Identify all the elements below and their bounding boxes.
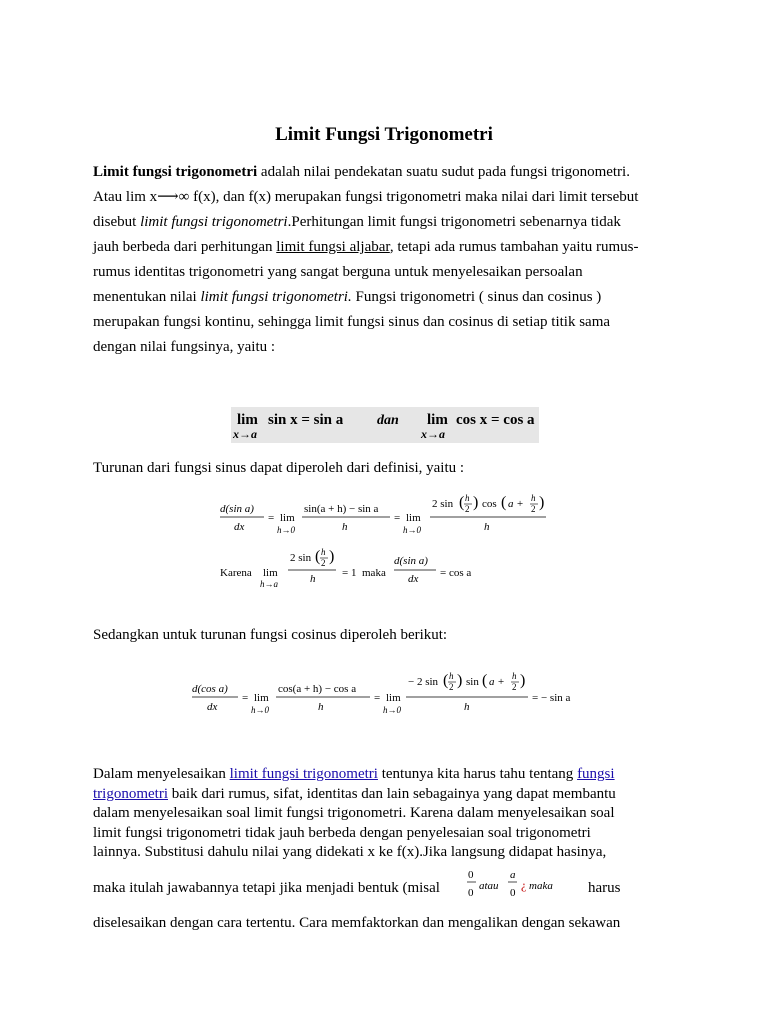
lim-text: lim: [386, 692, 401, 704]
lhs-num: d(cos a): [192, 683, 228, 695]
intro-paragraph: [93, 160, 653, 360]
text: Dalam menyelesaikan: [93, 766, 230, 782]
maka-text: maka: [529, 880, 553, 892]
underlined-term: limit fungsi aljabar: [276, 239, 390, 255]
paren: (: [482, 672, 488, 689]
paren: (: [501, 494, 507, 511]
closing-line-7: diselesaikan dengan cara tertentu. Cara memfaktorkan dan mengalikan dengan sekawan: [93, 915, 621, 931]
right-expr: cos x = cos a: [456, 412, 535, 428]
closing-line-3: dalam menyelesaikan soal limit fungsi trigonometri. Karena dalam menyelesaikan soal: [93, 805, 615, 821]
intro-line-7: merupakan fungsi kontinu, sehingga limit fungsi sinus dan cosinus di setiap titik sama: [93, 314, 611, 330]
paren: (: [459, 494, 465, 511]
inline-fraction-formula: [466, 866, 576, 907]
frac-0: 0: [468, 869, 474, 881]
f2-den: h: [464, 701, 470, 713]
frac-0: 0: [510, 887, 516, 899]
f2-num-a: − 2 sin: [408, 676, 439, 688]
bold-term: Limit fungsi trigonometri: [93, 164, 258, 180]
lim-text: lim: [406, 512, 421, 524]
paren: (: [443, 672, 449, 689]
f2-num-b: cos: [482, 498, 497, 510]
equals: =: [394, 512, 401, 524]
text: , tetapi ada rumus tambahan yaitu rumus-: [389, 239, 639, 255]
f1-den: h: [342, 521, 348, 533]
frac-2: 2: [465, 504, 470, 514]
text: menentukan nilai: [93, 289, 201, 305]
maka-text: maka: [362, 567, 386, 579]
italic-term: limit fungsi trigonometri.: [200, 289, 352, 305]
a-plus: a +: [508, 498, 524, 510]
lim-sub: h→0: [403, 525, 421, 535]
equals: =: [374, 692, 381, 704]
lim-text: lim: [237, 412, 258, 428]
karena-text: Karena: [220, 567, 252, 579]
k-lhs-num: d(sin a): [394, 555, 428, 567]
lim-sub: x→a: [233, 427, 257, 441]
closing-paragraph: [93, 765, 663, 863]
lim-text: lim: [427, 412, 448, 428]
formula-limit-sin-cos: [231, 407, 539, 443]
text: baik dari rumus, sifat, identitas dan lain sebagainya yang dapat membantu: [168, 785, 616, 802]
equals: =: [242, 692, 249, 704]
paren: ): [473, 494, 479, 511]
equals: =: [268, 512, 275, 524]
intro-line-4: [93, 235, 653, 260]
closing-line-1: [93, 765, 663, 785]
k-lhs-den: dx: [408, 573, 419, 585]
intro-line-5: rumus identitas trigonometri yang sangat berguna untuk menyelesaikan persoalan: [93, 264, 583, 280]
lim-sub: h→a: [260, 579, 278, 589]
link-limit-fungsi-trigonometri[interactable]: limit fungsi trigonometri: [229, 766, 378, 782]
frac-h: h: [531, 493, 536, 503]
lim-text: lim: [263, 567, 278, 579]
lim-sub: h→0: [383, 705, 401, 715]
paren: ): [329, 548, 335, 565]
closing-line-2: [93, 785, 663, 805]
closing-line-6-end: harus: [588, 880, 621, 896]
text: Fungsi trigonometri ( sinus dan cosinus ): [351, 289, 602, 305]
link-fungsi-trigonometri[interactable]: trigonometri: [93, 785, 168, 802]
frac-h: h: [449, 671, 454, 681]
intro-line-8: dengan nilai fungsinya, yaitu :: [93, 339, 276, 355]
k-rhs: = cos a: [440, 567, 472, 579]
k-den: h: [310, 573, 316, 585]
intro-line-3: [93, 210, 653, 235]
frac-a: a: [510, 869, 516, 881]
turunan-cos-label: Sedangkan untuk turunan fungsi cosinus diperoleh berikut:: [93, 627, 448, 643]
text: maka itulah jawabannya tetapi jika menjadi bentuk (misal: [93, 880, 440, 896]
frac-2: 2: [531, 504, 536, 514]
lim-sub: h→0: [251, 705, 269, 715]
frac-2: 2: [321, 558, 326, 568]
closing-line-6: [93, 880, 440, 897]
paren: (: [315, 548, 321, 565]
lim-sub: h→0: [277, 525, 295, 535]
f2-num-a: 2 sin: [432, 498, 454, 510]
lhs-num: d(sin a): [220, 503, 254, 515]
text: tentunya kita harus tahu tentang: [377, 766, 578, 782]
frac-h: h: [321, 547, 326, 557]
text: jauh berbeda dari perhitungan: [93, 239, 277, 255]
intro-line-2: Atau lim x⟶∞ f(x), dan f(x) merupakan fungsi trigonometri maka nilai dari limit tersebut: [93, 189, 639, 205]
paren: ): [539, 494, 545, 511]
lim-text: lim: [254, 692, 269, 704]
formula-derivative-sin: [218, 490, 548, 595]
atau-text: atau: [479, 880, 499, 892]
frac-2: 2: [449, 682, 454, 692]
intro-line-1: [93, 160, 653, 185]
f1-num: cos(a + h) − cos a: [278, 683, 357, 695]
eq1: = 1: [342, 567, 357, 579]
frac-0: 0: [468, 887, 474, 899]
closing-line-4: limit fungsi trigonometri tidak jauh berbeda dengan penyelesaian soal trigonometri: [93, 824, 591, 841]
text: .Perhitungan limit fungsi trigonometri sebenarnya tidak: [287, 214, 621, 230]
frac-2: 2: [512, 682, 517, 692]
closing-line-5: lainnya. Substitusi dahulu nilai yang didekati x ke f(x).Jika langsung didapat hasinya,: [93, 844, 607, 860]
intro-line-6: [93, 285, 653, 310]
f2-den: h: [484, 521, 490, 533]
a-plus: a +: [489, 676, 505, 688]
rhs: = − sin a: [532, 692, 571, 704]
f1-num: sin(a + h) − sin a: [304, 503, 379, 515]
page-title: Limit Fungsi Trigonometri: [275, 124, 493, 145]
frac-h: h: [465, 493, 470, 503]
lim-sub: x→a: [421, 427, 445, 441]
dan-text: dan: [377, 413, 399, 428]
left-expr: sin x = sin a: [268, 412, 344, 428]
text: disebut: [93, 214, 141, 230]
inverted-question-mark: ¿: [521, 878, 527, 892]
formula-derivative-cos: [190, 662, 580, 723]
f2-num-b: sin: [466, 676, 479, 688]
lhs-den: dx: [207, 701, 218, 713]
f1-den: h: [318, 701, 324, 713]
turunan-sin-label: Turunan dari fungsi sinus dapat diperoleh dari definisi, yaitu :: [93, 460, 465, 476]
lhs-den: dx: [234, 521, 245, 533]
lim-text: lim: [280, 512, 295, 524]
k-num: 2 sin: [290, 552, 312, 564]
frac-h: h: [512, 671, 517, 681]
italic-term: limit fungsi trigonometri: [140, 214, 288, 230]
paren: ): [520, 672, 526, 689]
text: adalah nilai pendekatan suatu sudut pada fungsi trigonometri.: [257, 164, 630, 180]
link-fungsi-trigonometri[interactable]: fungsi: [577, 766, 615, 782]
paren: ): [457, 672, 463, 689]
